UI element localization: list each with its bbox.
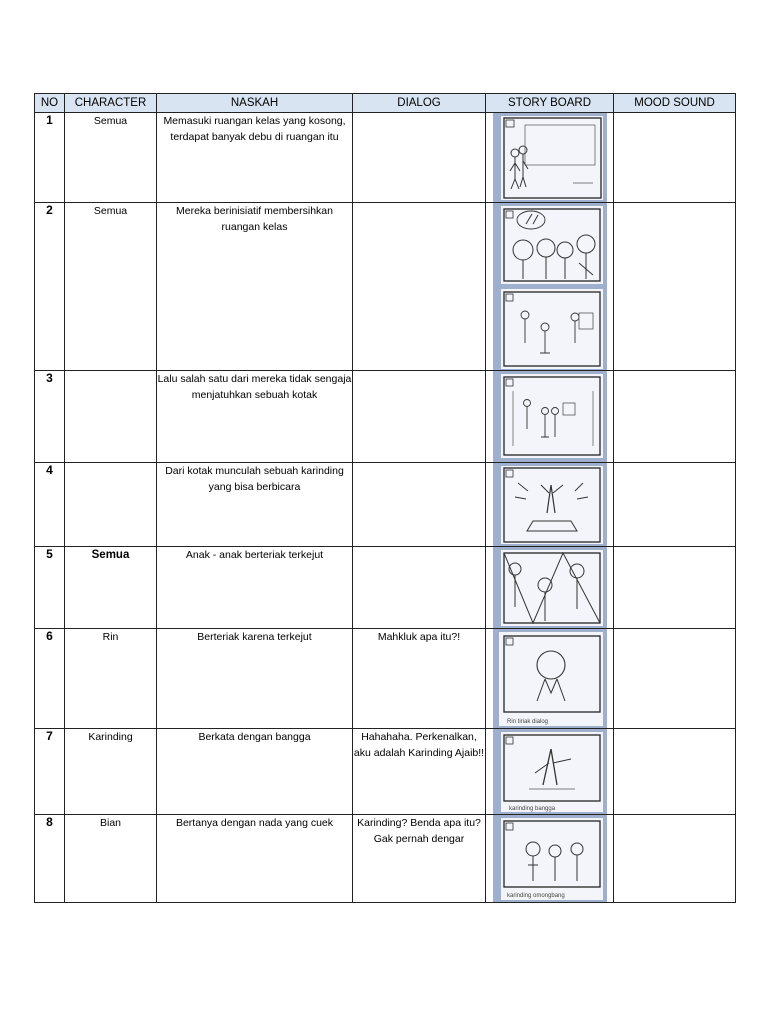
character-cell: Rin <box>65 629 157 729</box>
naskah-cell: Berteriak karena terkejut <box>157 629 353 729</box>
character-cell: Semua <box>65 113 157 203</box>
table-row <box>35 113 736 203</box>
header-storyboard: STORY BOARD <box>486 94 614 113</box>
character-cell: Karinding <box>65 729 157 815</box>
row-number: 7 <box>35 729 65 815</box>
character-cell <box>65 463 157 547</box>
row-number: 5 <box>35 547 65 629</box>
mood-sound-cell <box>614 729 736 815</box>
header-character: CHARACTER <box>65 94 157 113</box>
character-cell: Semua <box>65 203 157 371</box>
mood-sound-cell <box>614 629 736 729</box>
character-cell: Bian <box>65 815 157 903</box>
dialog-cell: Hahahaha. Perkenalkan, aku adalah Karinding Ajaib!! <box>353 729 486 815</box>
dialog-cell <box>353 547 486 629</box>
storyboard-table <box>34 93 736 903</box>
dialog-cell: Mahkluk apa itu?! <box>353 629 486 729</box>
mood-sound-cell <box>614 463 736 547</box>
row-number: 3 <box>35 371 65 463</box>
storyboard-sketch <box>493 463 607 546</box>
storyboard-cell <box>486 729 614 815</box>
storyboard-sketch <box>493 815 607 902</box>
storyboard-sketch <box>493 203 607 370</box>
row-number: 1 <box>35 113 65 203</box>
mood-sound-cell <box>614 203 736 371</box>
dialog-cell: Karinding? Benda apa itu? Gak pernah dengar <box>353 815 486 903</box>
dialog-cell <box>353 371 486 463</box>
storyboard-cell <box>486 547 614 629</box>
storyboard-cell <box>486 815 614 903</box>
sketch-caption: Rin tiriak dialog <box>506 719 548 725</box>
header-naskah: NASKAH <box>157 94 353 113</box>
header-no: NO <box>35 94 65 113</box>
mood-sound-cell <box>614 815 736 903</box>
row-number: 6 <box>35 629 65 729</box>
mood-sound-cell <box>614 547 736 629</box>
header-dialog: DIALOG <box>353 94 486 113</box>
storyboard-cell <box>486 463 614 547</box>
table-row <box>35 815 736 903</box>
row-number: 8 <box>35 815 65 903</box>
dialog-cell <box>353 203 486 371</box>
table-row <box>35 629 736 729</box>
storyboard-cell <box>486 203 614 371</box>
naskah-cell: Dari kotak munculah sebuah karinding yang bisa berbicara <box>157 463 353 547</box>
naskah-cell: Berkata dengan bangga <box>157 729 353 815</box>
header-row <box>35 94 736 113</box>
naskah-cell: Memasuki ruangan kelas yang kosong, terdapat banyak debu di ruangan itu <box>157 113 353 203</box>
row-number: 4 <box>35 463 65 547</box>
sketch-caption: karinding bangga <box>508 806 555 812</box>
table-row <box>35 463 736 547</box>
sketch-caption: karinding omongbang <box>506 893 565 899</box>
naskah-cell: Anak - anak berteriak terkejut <box>157 547 353 629</box>
storyboard-cell <box>486 629 614 729</box>
mood-sound-cell <box>614 113 736 203</box>
mood-sound-cell <box>614 371 736 463</box>
storyboard-cell <box>486 113 614 203</box>
storyboard-sketch <box>493 371 607 462</box>
table-row <box>35 203 736 371</box>
storyboard-sketch <box>493 629 607 728</box>
header-mood-sound: MOOD SOUND <box>614 94 736 113</box>
table-row <box>35 729 736 815</box>
table-row <box>35 547 736 629</box>
character-cell: Semua <box>65 547 157 629</box>
dialog-cell <box>353 463 486 547</box>
row-number: 2 <box>35 203 65 371</box>
naskah-cell: Bertanya dengan nada yang cuek <box>157 815 353 903</box>
naskah-cell: Mereka berinisiatif membersihkan ruangan kelas <box>157 203 353 371</box>
storyboard-sketch <box>493 113 607 202</box>
naskah-cell: Lalu salah satu dari mereka tidak sengaja menjatuhkan sebuah kotak <box>157 371 353 463</box>
storyboard-sketch <box>493 729 607 814</box>
storyboard-cell <box>486 371 614 463</box>
dialog-cell <box>353 113 486 203</box>
table-row <box>35 371 736 463</box>
storyboard-sketch <box>493 547 607 628</box>
character-cell <box>65 371 157 463</box>
